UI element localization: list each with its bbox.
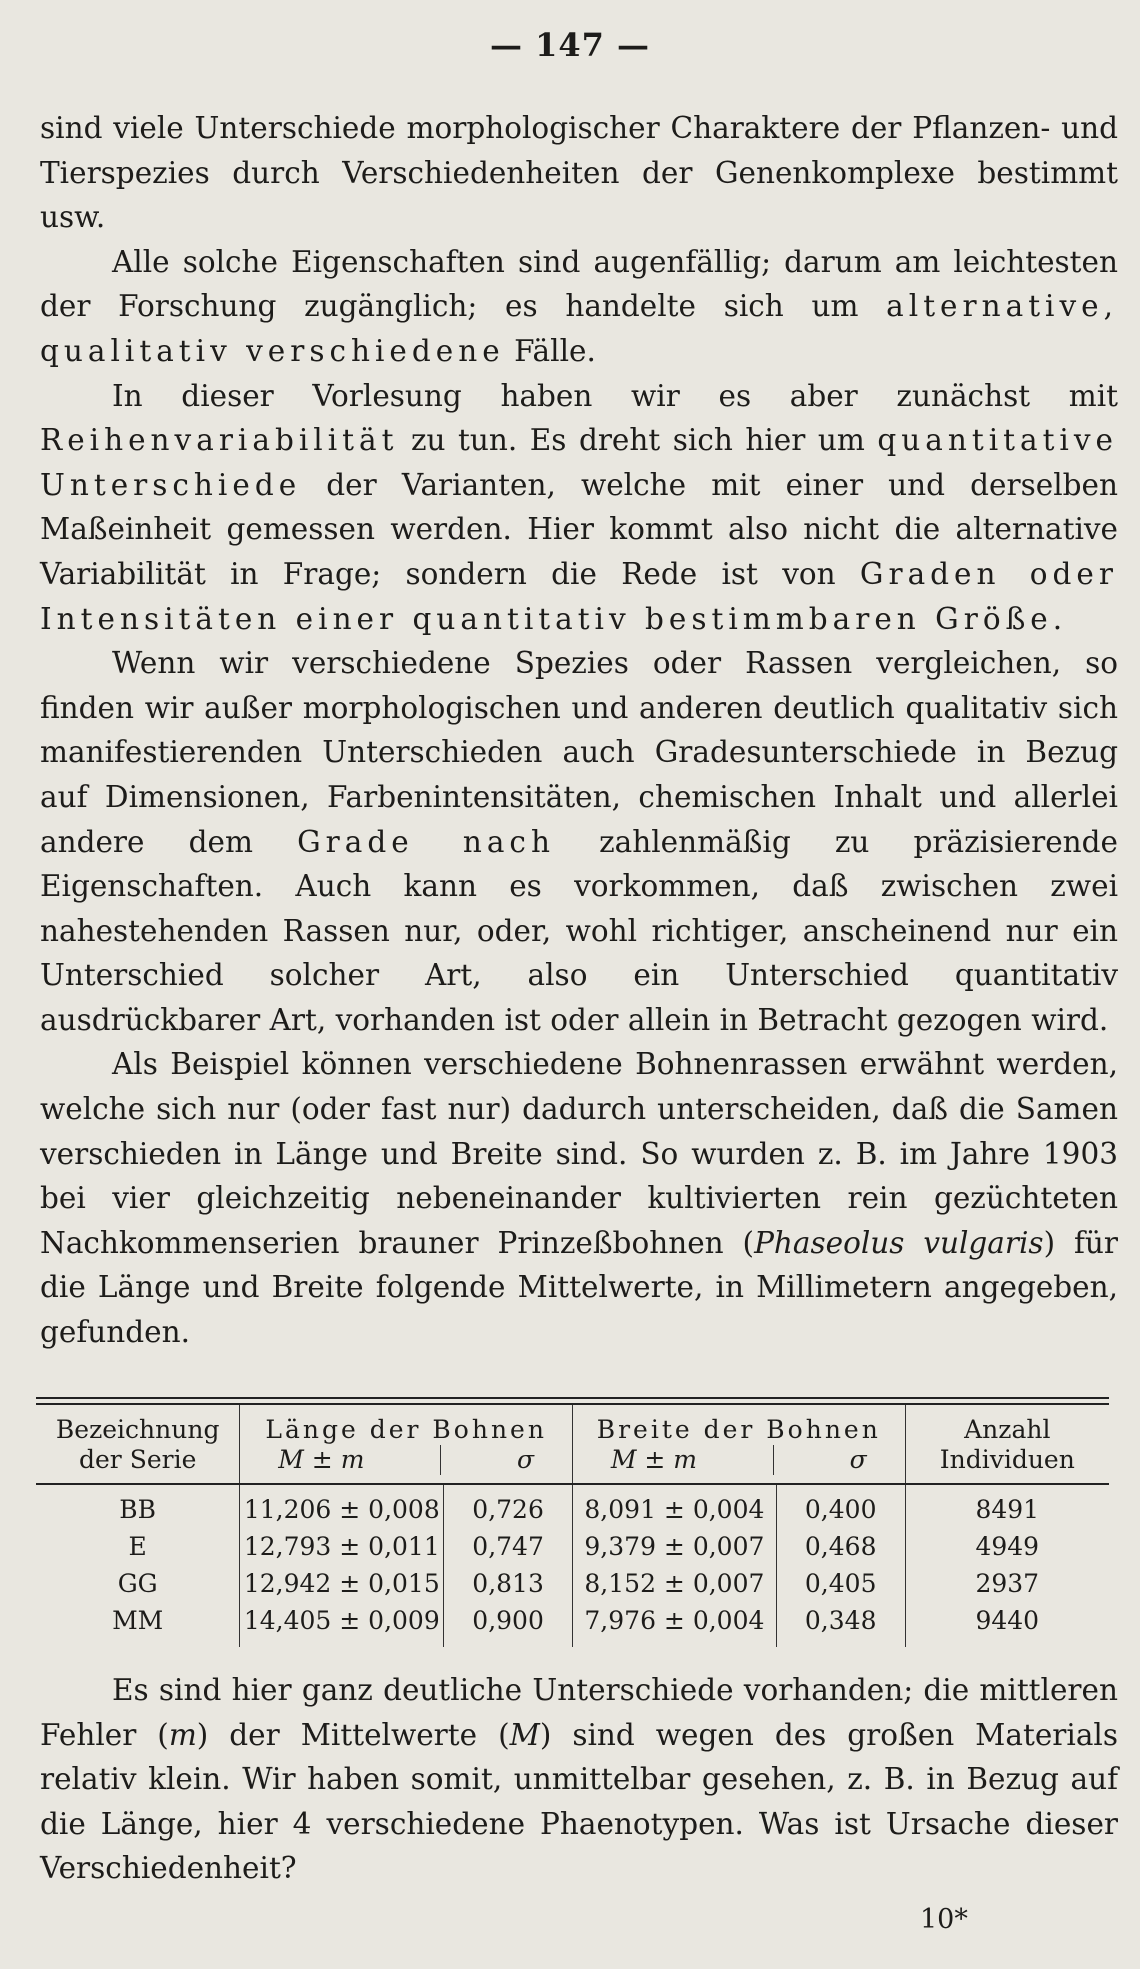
paragraph-p6: Es sind hier ganz deutliche Unterschiede vorhanden; die mittleren Fehler (m) der Mittelwerte (M) sind wegen des großen Materials relativ klein. Wir haben somit, unmittelbar gesehen, z. B. in Bezug auf die Länge, hier 4 verschiedene Phaenotypen. Was ist Ursache dieser Verschiedenheit? (40, 1673, 1118, 1886)
paragraph-p5: Als Beispiel können verschiedene Bohnenrassen erwähnt werden, welche sich nur (oder fast nur) dadurch unterscheiden, daß die Samen verschieden in Länge und Breite sind. So wurden z. B. im Jahre 1903 bei vier gleichzeitig nebeneinander kultivierten rein gezüchteten Nachkommenserien brauner Prinzeßbohnen (Phaseolus vulgaris) für die Länge und Breite folgende Mittelwerte, in Millimetern angegeben, gefunden. (40, 1047, 1118, 1350)
width-sigma-cell: 0,400 (776, 1484, 905, 1528)
count-cell: 9440 (905, 1602, 1109, 1647)
table-top-rule (36, 1397, 1109, 1405)
length-mean-cell: 14,405 ± 0,009 (240, 1602, 444, 1647)
series-name-cell: GG (117, 1569, 158, 1598)
count-cell: 8491 (905, 1484, 1109, 1528)
width-mean-subheader: M ± m (610, 1445, 698, 1474)
count-cell: 4949 (905, 1528, 1109, 1565)
paragraph-p1: sind viele Unterschiede morphologischer Charaktere der Pflanzen- und Tierspezies durch Verschiedenheiten der Genenkomplexe bestimmt usw. (40, 111, 1118, 235)
length-mean-cell: 11,206 ± 0,008 (240, 1484, 444, 1528)
table-row (36, 1602, 1109, 1647)
length-sigma-cell: 0,726 (444, 1484, 573, 1528)
series-name-cell: BB (119, 1495, 157, 1524)
length-mean-cell: 12,942 ± 0,015 (240, 1565, 444, 1602)
header-count: Anzahl Individuen (905, 1405, 1109, 1484)
table-row (36, 1528, 1109, 1565)
page-number: — 147 — (489, 26, 651, 64)
bean-measurement-table (36, 1397, 1109, 1647)
length-mean-cell: 12,793 ± 0,011 (240, 1528, 444, 1565)
width-sigma-cell: 0,405 (776, 1565, 905, 1602)
series-name-cell: MM (112, 1606, 164, 1635)
signature-mark: 10* (920, 1904, 968, 1935)
paragraph-p3: In dieser Vorlesung haben wir es aber zunächst mit Reihenvariabilität zu tun. Es dreht sich hier um quantitative Unterschiede der Varianten, welche mit einer und derselben Maßeinheit gemessen werden. Hier kommt also nicht die alternative Variabilität in Frage; sondern die Rede ist von Graden oder Intensitäten einer quantitativ bestimmbaren Größe. (40, 378, 1118, 636)
body-text-upper (40, 106, 1118, 1355)
width-mean-cell: 9,379 ± 0,007 (572, 1528, 776, 1565)
table-row (36, 1565, 1109, 1602)
width-mean-cell: 8,152 ± 0,007 (572, 1565, 776, 1602)
length-sigma-cell: 0,813 (444, 1565, 573, 1602)
width-mean-cell: 8,091 ± 0,004 (572, 1484, 776, 1528)
paragraph-p4: Wenn wir verschiedene Spezies oder Rassen vergleichen, so finden wir außer morphologischen und anderen deutlich qualitativ sich manifestierenden Unterschieden auch Gradesunterschiede in Bezug auf Dimensionen, Farbenintensitäten, chemischen Inhalt und allerlei andere dem Grade nach zahlenmäßig zu präzisierende Eigenschaften. Auch kann es vorkommen, daß zwischen zwei nahestehenden Rassen nur, oder, wohl richtiger, anscheinend nur ein Unterschied solcher Art, also ein Unterschied quantitativ ausdrückbarer Art, vorhanden ist oder allein in Betracht gezogen wird. (40, 646, 1119, 1037)
length-sigma-subheader: σ (516, 1445, 535, 1474)
width-sigma-subheader: σ (849, 1445, 867, 1474)
width-sigma-cell: 0,348 (776, 1602, 905, 1647)
header-width: Breite der Bohnen M ± m σ (572, 1405, 905, 1484)
length-sigma-cell: 0,747 (444, 1528, 573, 1565)
body-text-lower (40, 1668, 1118, 1891)
table-row (36, 1484, 1109, 1528)
width-sigma-cell: 0,468 (776, 1528, 905, 1565)
length-sigma-cell: 0,900 (444, 1602, 573, 1647)
header-series: Bezeichnung der Serie (55, 1415, 220, 1474)
paragraph-p2: Alle solche Eigenschaften sind augenfällig; darum am leichtesten der Forschung zugänglich; es handelte sich um alternative, qualitativ verschiedene Fälle. (40, 244, 1118, 368)
width-mean-cell: 7,976 ± 0,004 (572, 1602, 776, 1647)
count-cell: 2937 (905, 1565, 1109, 1602)
header-length: Länge der Bohnen M ± m σ (240, 1405, 573, 1484)
series-name-cell: E (128, 1532, 147, 1561)
length-mean-subheader: M ± m (278, 1445, 365, 1474)
